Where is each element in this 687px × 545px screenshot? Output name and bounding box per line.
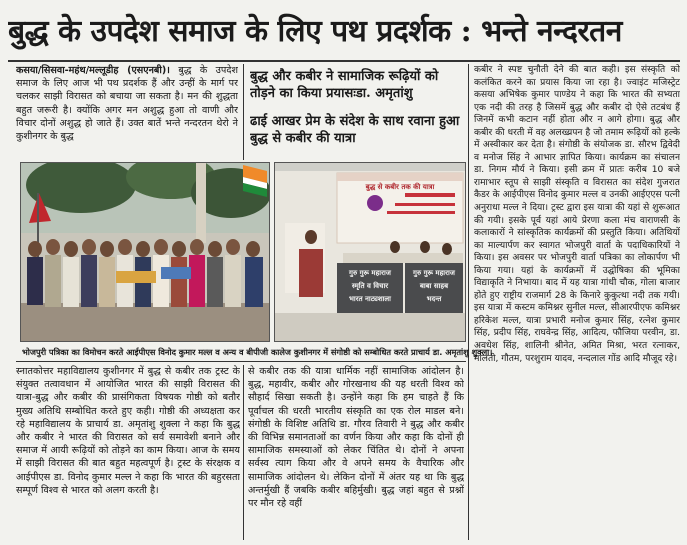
dateline: कसया/सिसवा-महंथ/मल्लूडीह (एसएनबी)।: [16, 65, 170, 76]
column-divider-2: [468, 64, 469, 540]
bottom-column-2: [248, 365, 464, 540]
seminar-top-banner: बुद्ध से कबीर तक की यात्रा: [365, 183, 435, 191]
intro-body: बुद्ध के उपदेश समाज के लिए आज भी पथ प्रदर्शक हैं और उन्हीं के मार्ग पर चलकर साझी विरासत को बचाया जा सकता है। मन की शुद्धता बहुत जरूरी है। क्योंकि अगर मन अशुद्ध हुआ तो वाणी और विचार दोनों अशुद्ध हो जाते हैं। उक्त बातें भन्ते नन्दरतन थेरो ने कुशीनगर के बुद्ध: [16, 65, 238, 143]
photo-book-release-image: [21, 163, 269, 341]
headline: बुद्ध के उपदेश समाज के लिए पथ प्रदर्शक : भन्ते नन्दरतन: [8, 14, 622, 49]
photo-caption: भोजपुरी पत्रिका का विमोचन करते आईपीएस विनोद कुमार मल्ल व अन्य व बीपीजी कालेज कुशीनगर में संगोष्ठी को सम्बोधित करते प्राचार्य डा. अमृतांशु शुक्ला।: [22, 347, 493, 357]
right-column-body: कबीर ने स्पष्ट चुनौती देने की बात कही। इस संस्कृति को कलंकित करने का प्रयास किया जा रहा है। ज्वाइंट मजिस्ट्रेट कसया अभिषेक कुमार पाण्डेय ने कहा कि भारत की सभ्यता एक नदी की तरह है जिसमें बुद्ध और कबीर दो ऐसे तटबंध हैं जिनमें कभी कटान नहीं होता और न आगे होगा। बुद्ध और कबीर की धरती में वह अलख्य्रपन है जो तमाम रूढ़ियों को हल्के में अस्वीकार कर देता है। संगोष्ठी के संयोजक डा. सौरभ द्विवेदी व मनोज सिंह ने आभार ज्ञापित किया। कार्यक्रम का संचालन डा. निगम मौर्य ने किया। इसी क्रम में प्रातः करीब 10 बजे रामाभार स्तूप से साझी संस्कृति व विरासत का संदेश गुजरात कैडर के आईपीएस विनोद कुमार मल्ल व उनकी आईएएस पत्नी अनुराधा मल्ल ने दिया। ट्रस्ट द्वारा इस यात्रा की यहां से शुरूआत की गयी। इसके पूर्व यहां आये प्रेरणा कला मंच वाराणसी के कलाकारों ने सांस्कृतिक कार्यक्रमों की प्रस्तुति किया। अतिथियों का माल्यार्पण कर स्वागत भोजपुरी वार्ता के पदाधिकारियों ने किया। इस अवसर पर भोजपुरी वार्ता पत्रिका का लोकार्पण भी किया गया। यहां के कार्यक्रमों में उद्घोषिका की भूमिका विद्याकृति ने निभाया। बाद में यह यात्रा गांधी चौक, गोला बाजार होते हुए राष्ट्रीय राजमार्ग 28 के किनारे कुकुत्था नदी तक गयी। इस यात्रा में कस्टम कमिश्नर सुनील मल्ल, सीआरपीएफ कमिश्नर हरिकेश मल्ल, यात्रा प्रभारी मनोज कुमार सिंह, रत्नेश कुमार सिंह, प्रदीप सिंह, राघवेन्द्र सिंह, आदित्य, फौजिया परवीन, डा. अवधेश सिंह, शालिनी श्रीनेत, अमित मिश्रा, भरत रत्नाकर, मालती, गौतम, परशुराम यादव, नन्दलाल गोंड आदि मौजूद रहे।: [474, 65, 680, 364]
right-column: [474, 64, 680, 540]
photo-seminar: [274, 162, 466, 342]
bottom-column-1: [16, 365, 240, 540]
subhead-first: बुद्ध और कबीर ने सामाजिक रूढ़ियों को तोड़ने का किया प्रयासःडा. अमृतांशु: [250, 69, 439, 101]
bottom-column-1-body: स्नातकोत्तर महाविद्यालय कुशीनगर में बुद्ध से कबीर तक ट्रस्ट के संयुक्त तत्वावधान में आयोजित भारत की साझी विरासत की यात्रा-बुद्ध और कबीर की प्रासंगिकता विषयक गोष्ठी को बतौर मुख्य अतिथि सम्बोधित करते हुए कही। गोष्ठी की अध्यक्षता कर रहे महाविद्यालय के प्राचार्य डा. अमृतांशु शुक्ला ने कहा कि बुद्ध और कबीर ने भारत की विरासत को सर्व समावेशी बनाने और समाज में आयी रूढ़ियों को तोड़ने का काम किया। आज के समय में साझी विरासत की बात बहुत महत्वपूर्ण है। ट्रस्ट के संरक्षक व आईपीएस डा. विनोद कुमार मल्ल ने कहा कि भारत की बहुरसता सम्पूर्ण विश्व से भारत को अलग करती है।: [16, 366, 240, 496]
subhead-second: ढाई आखर प्रेम के संदेश के साथ रवाना हुआ बुद्ध से कबीर की यात्रा: [250, 114, 460, 146]
column-divider-1: [243, 64, 244, 160]
bottom-column-2-body: से कबीर तक की यात्रा धार्मिक नहीं सामाजिक आंदोलन है। बुद्ध, महावीर, कबीर और गोरखनाथ की यह धरती विश्व को सौहार्द सिखा सकती है। उन्होंने कहा कि हम चाहते हैं कि पूर्वांचल की धरती भारतीय संस्कृति का एक रोल माडल बने। संगोष्ठी के विशिष्ट अतिथि डा. गौरव तिवारी ने बुद्ध और कबीर की विभिन्न समानताओं का वर्णन किया और कहा कि दोनों ही सामाजिक समस्याओं को लेकर चिंतित थे। दोनों ने अपना सर्वस्व त्याग किया और वे अपने समय के वैचारिक और सामाजिक आंदोलन थे। लेकिन दोनों में अंतर यह था कि बुद्ध अन्तर्मुखी हैं जबकि कबीर बहिर्मुखी। बुद्ध जहां बहुत से प्रश्नों पर मौन रहे वहीं: [248, 366, 464, 510]
headline-rule: [8, 60, 680, 62]
intro-column: [16, 64, 238, 158]
photo-book-release: [20, 162, 270, 342]
column-divider-3: [243, 365, 244, 540]
caption-rule: [16, 361, 466, 362]
seminar-front-banner-1: गुरु गुरू महाराज स्मृति व विचार भारत नाट्यशाला: [349, 269, 391, 303]
seminar-front-banner-2: गुरु गुरू महाराज बाबा साहब भदन्त: [413, 269, 455, 303]
